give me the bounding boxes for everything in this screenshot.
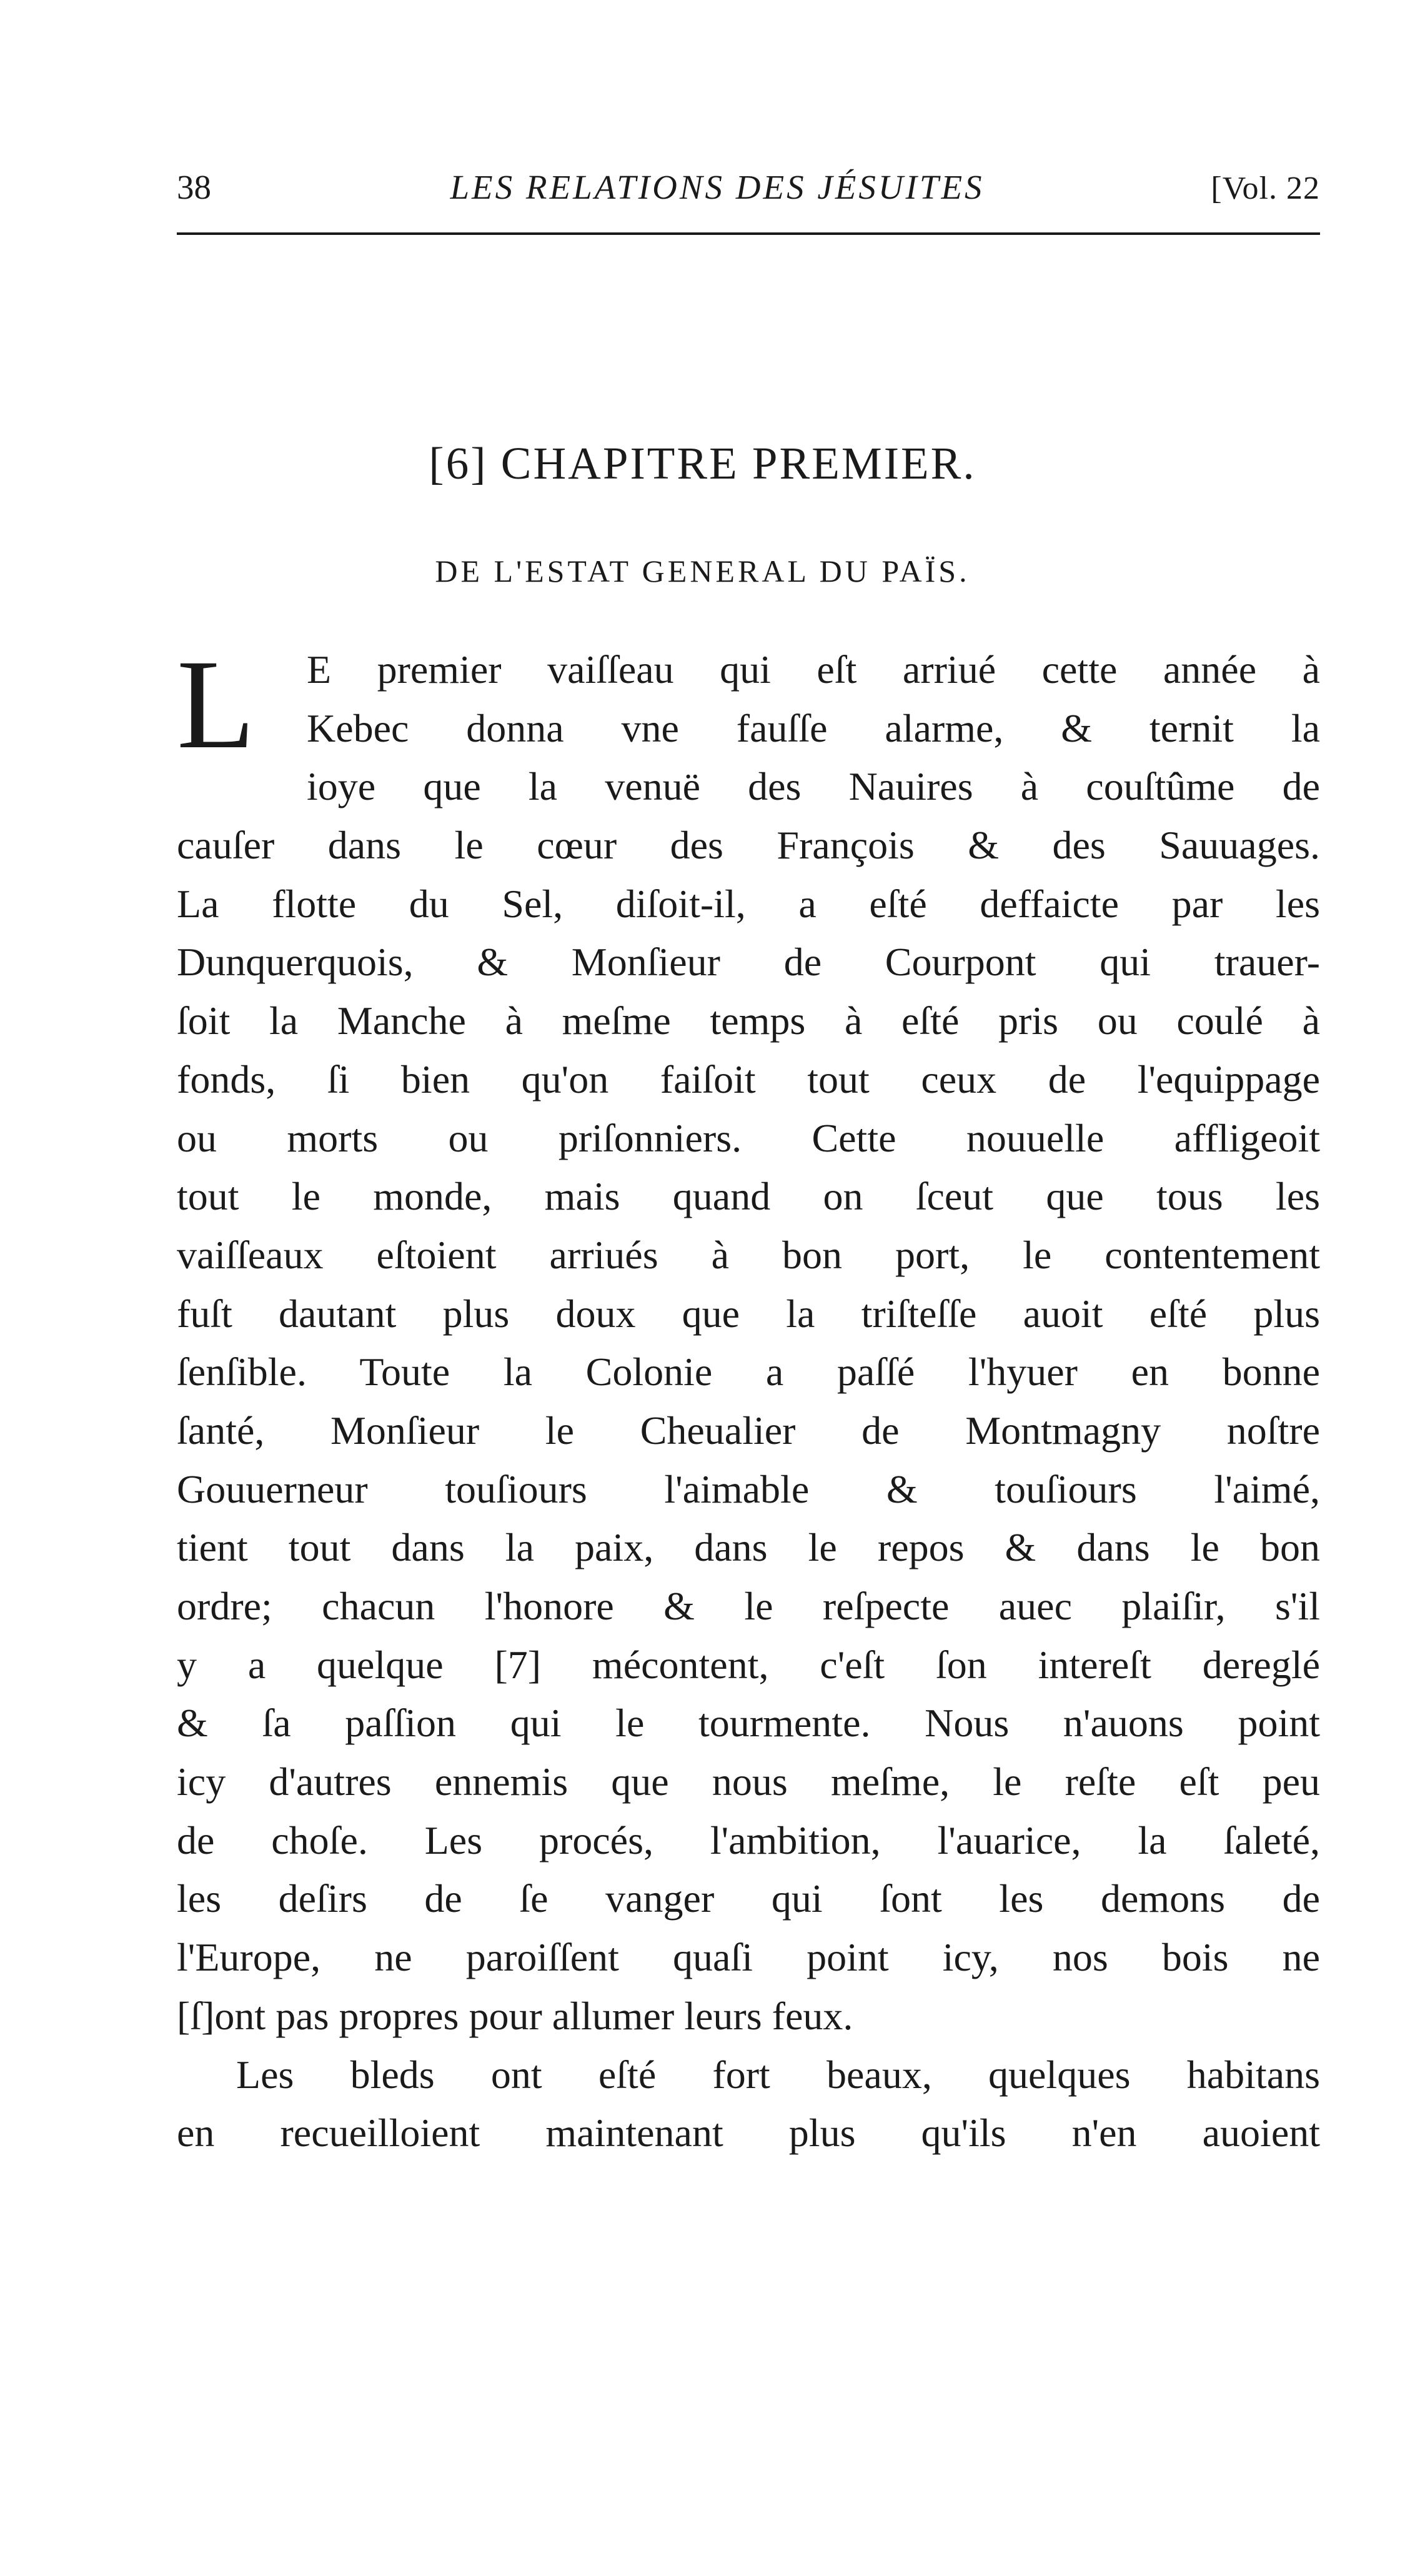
chapter-subheading: DE L'ESTAT GENERAL DU PAÏS.	[435, 554, 970, 589]
text-line: en recueilloient maintenant plus qu'ils n'en auoient	[177, 2111, 1320, 2156]
text-line: [ſ]ont pas propres pour allumer leurs feux.	[177, 1993, 853, 2038]
text-line: & ſa paſſion qui le tourmente. Nous n'auons point	[177, 1701, 1320, 1746]
text-line: ou morts ou priſonniers. Cette nouuelle affligeoit	[177, 1115, 1320, 1160]
body-text	[177, 634, 1320, 2162]
text-line: Les bleds ont eſté fort beaux, quelques habitans	[236, 2052, 1320, 2097]
text-line: de choſe. Les procés, l'ambition, l'auarice, la ſaleté,	[177, 1818, 1320, 1862]
running-title: LES RELATIONS DES JÉSUITES	[450, 168, 985, 206]
volume-label: [Vol. 22	[1211, 171, 1320, 206]
text-line: vaiſſeaux eſtoient arriués à bon port, le contentement	[177, 1232, 1320, 1277]
text-line: ſenſible. Toute la Colonie a paſſé l'hyuer en bonne	[177, 1350, 1320, 1395]
chapter-heading: [6] CHAPITRE PREMIER.	[429, 438, 976, 489]
text-line: La flotte du Sel, diſoit-il, a eſté deffaicte par les	[177, 881, 1320, 926]
text-line: Dunquerquois, & Monſieur de Courpont qui trauer-	[177, 940, 1320, 985]
text-line: cauſer dans le cœur des François & des Sauuages.	[177, 823, 1320, 868]
text-line: Kebec donna vne fauſſe alarme, & ternit la	[307, 705, 1320, 750]
text-line: ſoit la Manche à meſme temps à eſté pris ou coulé à	[177, 998, 1320, 1043]
text-line: ioye que la venuë des Nauires à couſtûme de	[307, 764, 1320, 809]
text-line: ſanté, Monſieur le Cheualier de Montmagny noſtre	[177, 1408, 1320, 1453]
drop-cap: L	[177, 634, 256, 775]
text-line: tient tout dans la paix, dans le repos & dans le bon	[177, 1525, 1320, 1570]
text-line: ordre; chacun l'honore & le reſpecte auec plaiſir, s'il	[177, 1584, 1320, 1628]
text-line: tout le monde, mais quand on ſceut que tous les	[177, 1174, 1320, 1219]
text-line: y a quelque [7] mécontent, c'eſt ſon intereſt dereglé	[177, 1642, 1320, 1687]
header-rule	[177, 232, 1320, 235]
text-line: E premier vaiſſeau qui eſt arriué cette année à	[307, 647, 1320, 692]
text-line: fuſt dautant plus doux que la triſteſſe auoit eſté plus	[177, 1291, 1320, 1336]
text-line: icy d'autres ennemis que nous meſme, le reſte eſt peu	[177, 1759, 1320, 1804]
text-line: fonds, ſi bien qu'on faiſoit tout ceux de l'equippage	[177, 1057, 1320, 1102]
page-number: 38	[177, 168, 211, 206]
text-line: les deſirs de ſe vanger qui ſont les demons de	[177, 1876, 1320, 1921]
text-line: Gouuerneur touſiours l'aimable & touſiours l'aimé,	[177, 1466, 1320, 1511]
running-header	[177, 167, 1320, 217]
text-line: l'Europe, ne paroiſſent quaſi point icy, nos bois ne	[177, 1935, 1320, 1980]
